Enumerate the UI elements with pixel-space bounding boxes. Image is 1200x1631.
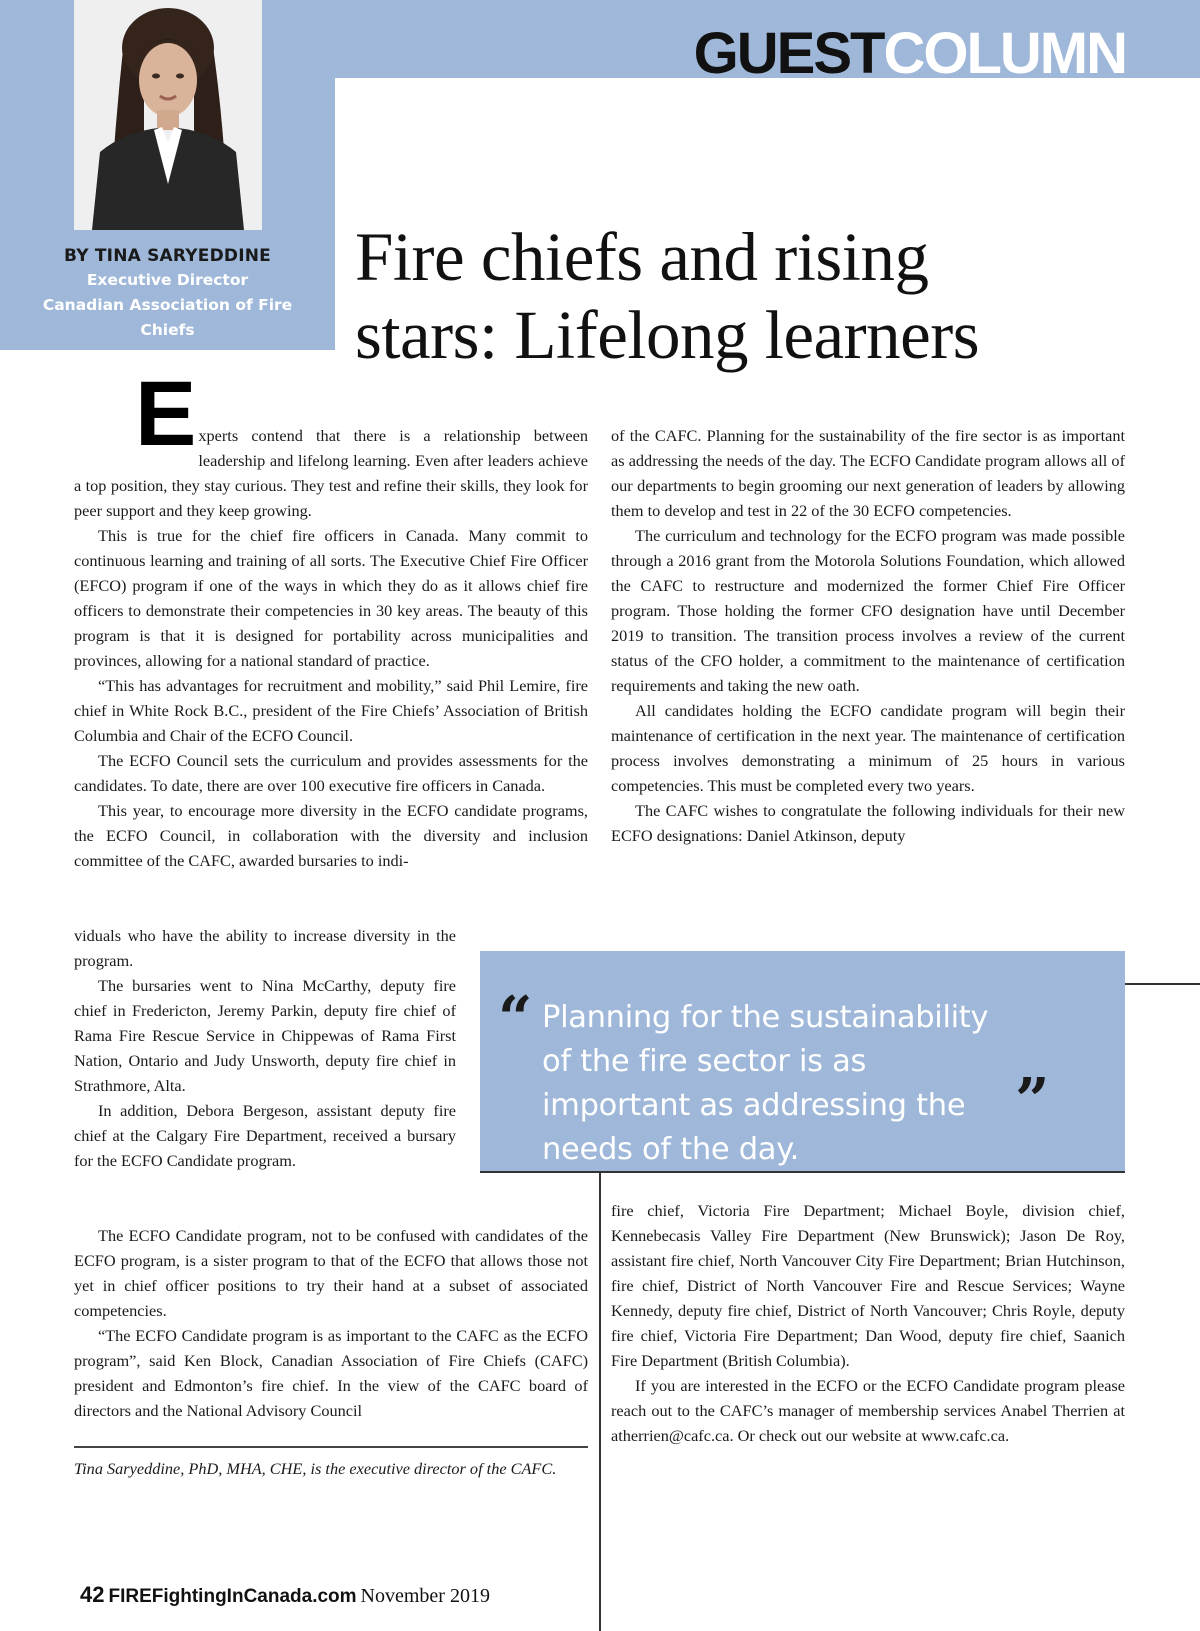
column-1-top [74, 363, 588, 873]
page-number: 42 [80, 1582, 105, 1607]
section-kicker [694, 20, 1126, 88]
paragraph: of the CAFC. Planning for the sustainability of the fire sector is as important as addressing the needs of the day. The ECFO Candidate program allows all of our departments to begin grooming our next generation of leaders by allowing them to develop and test in 22 of the 30 ECFO competencies. [611, 426, 1125, 520]
paragraph: The curriculum and technology for the ECFO program was made possible through a 2016 grant from the Motorola Solutions Foundation, which allowed the CAFC to restructure and modernized the former Chief Fire Officer program. Those holding the former CFO designation have until December 2019 to transition. The transition process involves a review of the current status of the CFO holder, a commitment to the maintenance of certification requirements and taking the new oath. [611, 526, 1125, 695]
paragraph: The ECFO Candidate program, not to be confused with candidates of the ECFO program, is a sister program to that of the ECFO that allows those not yet in chief officer positions to try their hand at a subset of associated competencies. [74, 1226, 588, 1320]
paragraph: viduals who have the ability to increase diversity in the program. [74, 926, 456, 970]
author-organization: Canadian Association of Fire Chiefs [42, 296, 293, 339]
paragraph: All candidates holding the ECFO candidate program will begin their maintenance of certification in the next year. The maintenance of certification process involves demonstrating a minimum of 25 hours in various competencies. This must be completed every two years. [611, 701, 1125, 795]
paragraph: In addition, Debora Bergeson, assistant deputy fire chief at the Calgary Fire Department, received a bursary for the ECFO Candidate program. [74, 1101, 456, 1170]
paragraph: The bursaries went to Nina McCarthy, deputy fire chief in Fredericton, Jeremy Parkin, deputy fire chief of Rama Fire Rescue Service in Chippewas of Rama First Nation, Ontario and Judy Unsworth, deputy fire chief in Strathmore, Alta. [74, 976, 456, 1095]
paragraph: “The ECFO Candidate program is as important to the CAFC as the ECFO program”, said Ken Block, Canadian Association of Fire Chiefs (CAFC) president and Edmonton’s fire chief. In the view of the CAFC board of directors and the National Advisory Council [74, 1326, 588, 1420]
column-2-top [611, 423, 1125, 848]
kicker-light: COLUMN [883, 21, 1126, 86]
quote-close-icon: ” [1015, 1066, 1050, 1136]
paragraph: “This has advantages for recruitment and mobility,” said Phil Lemire, fire chief in White Rock B.C., president of the Fire Chiefs’ Association of British Columbia and Chair of the ECFO Council. [74, 676, 588, 745]
author-name: BY TINA SARYEDDINE [64, 246, 271, 266]
title-line-1: Fire chiefs and rising [355, 219, 929, 295]
author-photo [74, 0, 262, 230]
pull-quote-text: Planning for the sustainability of the fire sector is as important as addressing the needs of the day. [542, 1000, 989, 1167]
paragraph: This is true for the chief fire officers in Canada. Many commit to continuous learning and training of all sorts. The Executive Chief Fire Officer (EFCO) program if one of the ways in which they do as it allows chief fire officers to demonstrate their competencies in 30 key areas. The beauty of this program is that it is designed for portability across municipalities and provinces, allowing for a national standard of practice. [74, 526, 588, 670]
paragraph: The ECFO Council sets the curriculum and provides assessments for the candidates. To date, there are over 100 executive fire officers in Canada. [74, 751, 588, 795]
column-2-bottom [611, 1198, 1125, 1448]
column-divider [599, 1171, 601, 1631]
magazine-name: FIREFightingInCanada.com [108, 1586, 357, 1607]
title-line-2: stars: Lifelong learners [355, 297, 980, 373]
paragraph: If you are interested in the ECFO or the ECFO Candidate program please reach out to the CAFC’s manager of membership services Anabel Therrien at atherrien@cafc.ca. Or check out our website at www.cafc.ca. [611, 1376, 1125, 1445]
author-role: Executive Director [86, 271, 249, 289]
column-1-bottom [74, 1223, 588, 1423]
quote-open-icon: “ [498, 984, 533, 1054]
paragraph: This year, to encourage more diversity in the ECFO candidate programs, the ECFO Council, in collaboration with the diversity and inclusion committee of the CAFC, awarded bursaries to indi- [74, 801, 588, 870]
kicker-dark: GUEST [693, 21, 884, 86]
column-1-middle [74, 923, 456, 1173]
byline [40, 244, 295, 343]
paragraph: The CAFC wishes to congratulate the following individuals for their new ECFO designations: Daniel Atkinson, deputy [611, 801, 1125, 845]
page-footer [80, 1580, 490, 1613]
paragraph: Experts contend that there is a relationship between leadership and lifelong learning. Even after leaders achieve a top position, they stay curious. They test and refine their skills, they look for peer support and they keep growing. [74, 363, 588, 520]
pull-quote [480, 951, 1125, 1171]
article-title [355, 218, 1175, 374]
issue-date: November 2019 [360, 1585, 490, 1607]
author-portrait-illustration [74, 0, 262, 230]
bio-rule [74, 1446, 588, 1448]
quote-rule-bottom [480, 1171, 1125, 1173]
paragraph: fire chief, Victoria Fire Department; Michael Boyle, division chief, Kennebecasis Valley Fire Department (New Brunswick); Jason De Roy, assistant fire chief, North Vancouver City Fire Department; Brian Hutchinson, fire chief, District of North Vancouver Fire and Rescue Services; Wayne Kennedy, deputy fire chief, District of North Vancouver; Chris Royle, deputy fire chief, Victoria Fire Department; Dan Wood, deputy fire chief, Saanich Fire Department (British Columbia). [611, 1201, 1125, 1370]
author-bio: Tina Saryeddine, PhD, MHA, CHE, is the executive director of the CAFC. [74, 1459, 557, 1478]
quote-rule-right [1125, 983, 1200, 985]
drop-cap: E [135, 363, 197, 465]
